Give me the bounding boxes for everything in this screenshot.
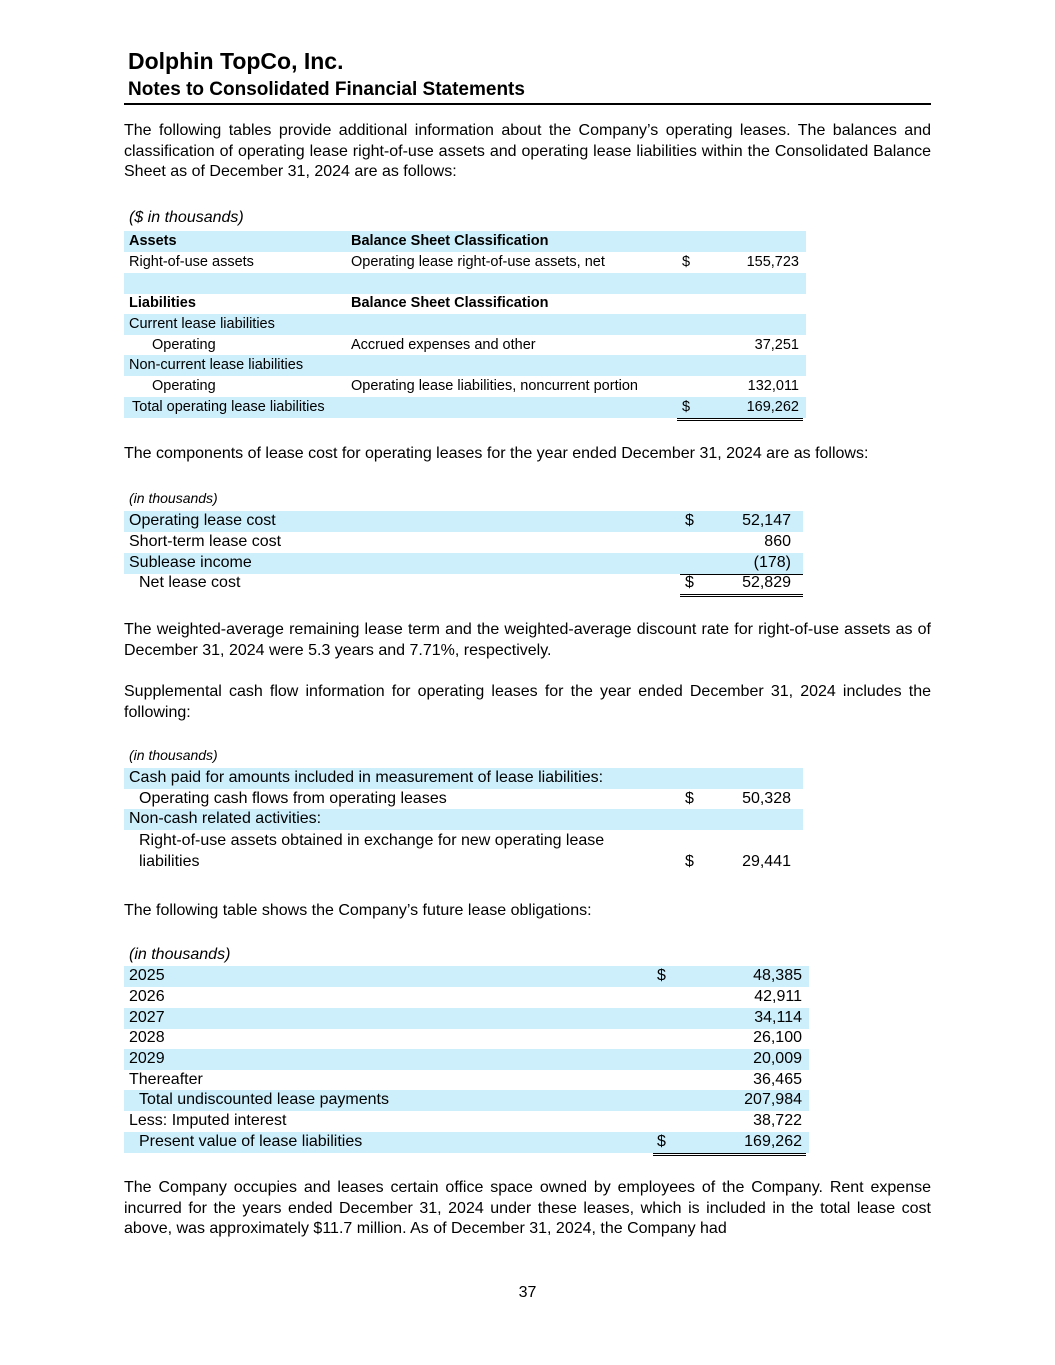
weighted-average-paragraph: The weighted-average remaining lease term and the weighted-average discount rate for right-of-use assets as of December 31, 2024 were 5.3 years and 7.71%, respectively. <box>124 621 931 659</box>
dollar-sign: $ <box>685 574 694 591</box>
operating-lease-cost-label: Operating lease cost <box>129 512 276 529</box>
table-row <box>124 789 803 810</box>
current-operating-label: Operating <box>152 337 216 353</box>
total-liabilities-label: Total operating lease liabilities <box>132 399 325 415</box>
table-row <box>124 1008 809 1029</box>
noncurrent-operating-classification: Operating lease liabilities, noncurrent portion <box>351 378 638 394</box>
table2-unit: (in thousands) <box>129 490 218 506</box>
current-liabilities-label: Current lease liabilities <box>129 316 275 332</box>
year-label: 2029 <box>129 1050 165 1067</box>
related-party-paragraph: The Company occupies and leases certain office space owned by employees of the Company. Rent expense incurred for the years ended December 31, 2024 under these leases, which is included in the total lease cost above, was approximately $11.7 million. As of December 31, 2024, the Company had <box>124 1179 931 1237</box>
year-label: 2028 <box>129 1029 165 1046</box>
imputed-interest-value: 38,722 <box>653 1111 802 1133</box>
operating-cash-flows-label: Operating cash flows from operating leases <box>139 790 447 807</box>
year-value: 42,911 <box>754 988 802 1005</box>
cash-flow-paragraph: Supplemental cash flow information for operating leases for the year ended December 31, 2024 includes the following: <box>124 683 931 721</box>
table-row <box>124 573 803 594</box>
noncurrent-operating-label: Operating <box>152 378 216 394</box>
present-value-cell <box>653 1132 806 1156</box>
year-label: 2027 <box>129 1009 165 1026</box>
rou-obtained-label-line2: liabilities <box>139 853 200 870</box>
table3-unit: (in thousands) <box>129 747 218 763</box>
net-lease-cost-label: Net lease cost <box>139 574 241 591</box>
current-operating-value: 37,251 <box>754 337 799 353</box>
liabilities-header: Liabilities <box>129 295 196 311</box>
future-obligations-paragraph: The following table shows the Company’s future lease obligations: <box>124 902 592 919</box>
cash-paid-header: Cash paid for amounts included in measurement of lease liabilities: <box>129 769 604 786</box>
table-row <box>124 1070 809 1091</box>
noncurrent-liabilities-label: Non-current lease liabilities <box>129 357 304 373</box>
table4-unit: (in thousands) <box>129 946 231 963</box>
year-value: 26,100 <box>753 1029 802 1046</box>
noncurrent-operating-value: 132,011 <box>677 376 803 398</box>
year-label: 2025 <box>129 967 165 984</box>
table-row <box>124 314 806 335</box>
non-cash-header: Non-cash related activities: <box>129 810 322 827</box>
table-row <box>124 966 809 987</box>
classification-header: Balance Sheet Classification <box>351 233 549 249</box>
total-liabilities-cell <box>677 397 803 421</box>
table-row <box>124 768 803 789</box>
total-undiscounted-label: Total undiscounted lease payments <box>139 1091 389 1108</box>
operating-lease-cost-value: 52,147 <box>742 512 791 529</box>
dollar-sign: $ <box>682 399 691 415</box>
dollar-sign: $ <box>657 1133 666 1150</box>
table-row <box>124 335 806 356</box>
rou-label: Right-of-use assets <box>129 254 254 270</box>
assets-header: Assets <box>129 233 177 249</box>
dollar-sign: $ <box>685 790 694 807</box>
year-label: 2026 <box>129 988 165 1005</box>
dollar-sign: $ <box>685 512 694 529</box>
rou-amount-cell <box>677 252 803 276</box>
total-liabilities-value: 169,262 <box>746 399 799 415</box>
rou-obtained-label-line1: Right-of-use assets obtained in exchange for new operating lease <box>139 832 605 849</box>
table-row <box>124 293 806 314</box>
title-divider <box>124 103 931 105</box>
short-term-cost-value: 860 <box>764 533 791 550</box>
dollar-sign: $ <box>682 254 691 270</box>
table-row <box>124 376 806 397</box>
imputed-interest-label: Less: Imputed interest <box>129 1112 287 1129</box>
table-row <box>124 831 803 873</box>
present-value-value: 169,262 <box>744 1133 802 1150</box>
dollar-sign: $ <box>685 853 694 870</box>
sublease-income-label: Sublease income <box>129 554 252 571</box>
short-term-cost-label: Short-term lease cost <box>129 533 282 550</box>
year-value: 20,009 <box>753 1050 802 1067</box>
present-value-label: Present value of lease liabilities <box>139 1133 363 1150</box>
table1-unit: ($ in thousands) <box>129 209 244 226</box>
net-lease-cost-cell <box>680 573 803 597</box>
table-row <box>124 532 803 553</box>
year-value: 36,465 <box>653 1070 802 1092</box>
year-label: Thereafter <box>129 1071 203 1088</box>
rou-value: 155,723 <box>746 254 799 270</box>
table-row <box>124 987 809 1008</box>
intro-paragraph: The following tables provide additional information about the Company’s operating leases. The balances and classification of operating lease right-of-use assets and operating lease liabilities within the Consolidated Balance Sheet as of December 31, 2024 are as follows: <box>124 122 931 180</box>
table-row <box>124 252 806 273</box>
table-row <box>124 1090 809 1111</box>
table-row <box>124 1028 809 1049</box>
page-number: 37 <box>518 1284 537 1301</box>
table-row <box>124 1132 809 1153</box>
year-value: 34,114 <box>754 1009 802 1026</box>
page-subtitle: Notes to Consolidated Financial Statements <box>128 79 525 100</box>
company-name: Dolphin TopCo, Inc. <box>128 48 344 74</box>
total-undiscounted-value: 207,984 <box>744 1091 802 1108</box>
table-row <box>124 1111 809 1132</box>
table-row <box>124 1049 809 1070</box>
table-row <box>124 355 806 376</box>
table-spacer-row <box>124 273 806 294</box>
liab-classification-header: Balance Sheet Classification <box>351 295 549 311</box>
table-row <box>124 397 806 418</box>
rou-classification: Operating lease right-of-use assets, net <box>351 254 605 270</box>
table-row <box>124 231 806 252</box>
current-operating-classification: Accrued expenses and other <box>351 337 536 353</box>
net-lease-cost-value: 52,829 <box>742 574 791 591</box>
operating-cash-flows-value: 50,328 <box>742 790 791 807</box>
rou-obtained-value: 29,441 <box>742 853 791 870</box>
table-row <box>124 809 803 830</box>
lease-cost-paragraph: The components of lease cost for operating leases for the year ended December 31, 2024 are as follows: <box>124 445 869 462</box>
dollar-sign: $ <box>657 967 666 984</box>
sublease-income-value: (178) <box>680 553 803 575</box>
year-value: 48,385 <box>753 967 802 984</box>
table-row <box>124 553 803 574</box>
table-row <box>124 511 803 532</box>
